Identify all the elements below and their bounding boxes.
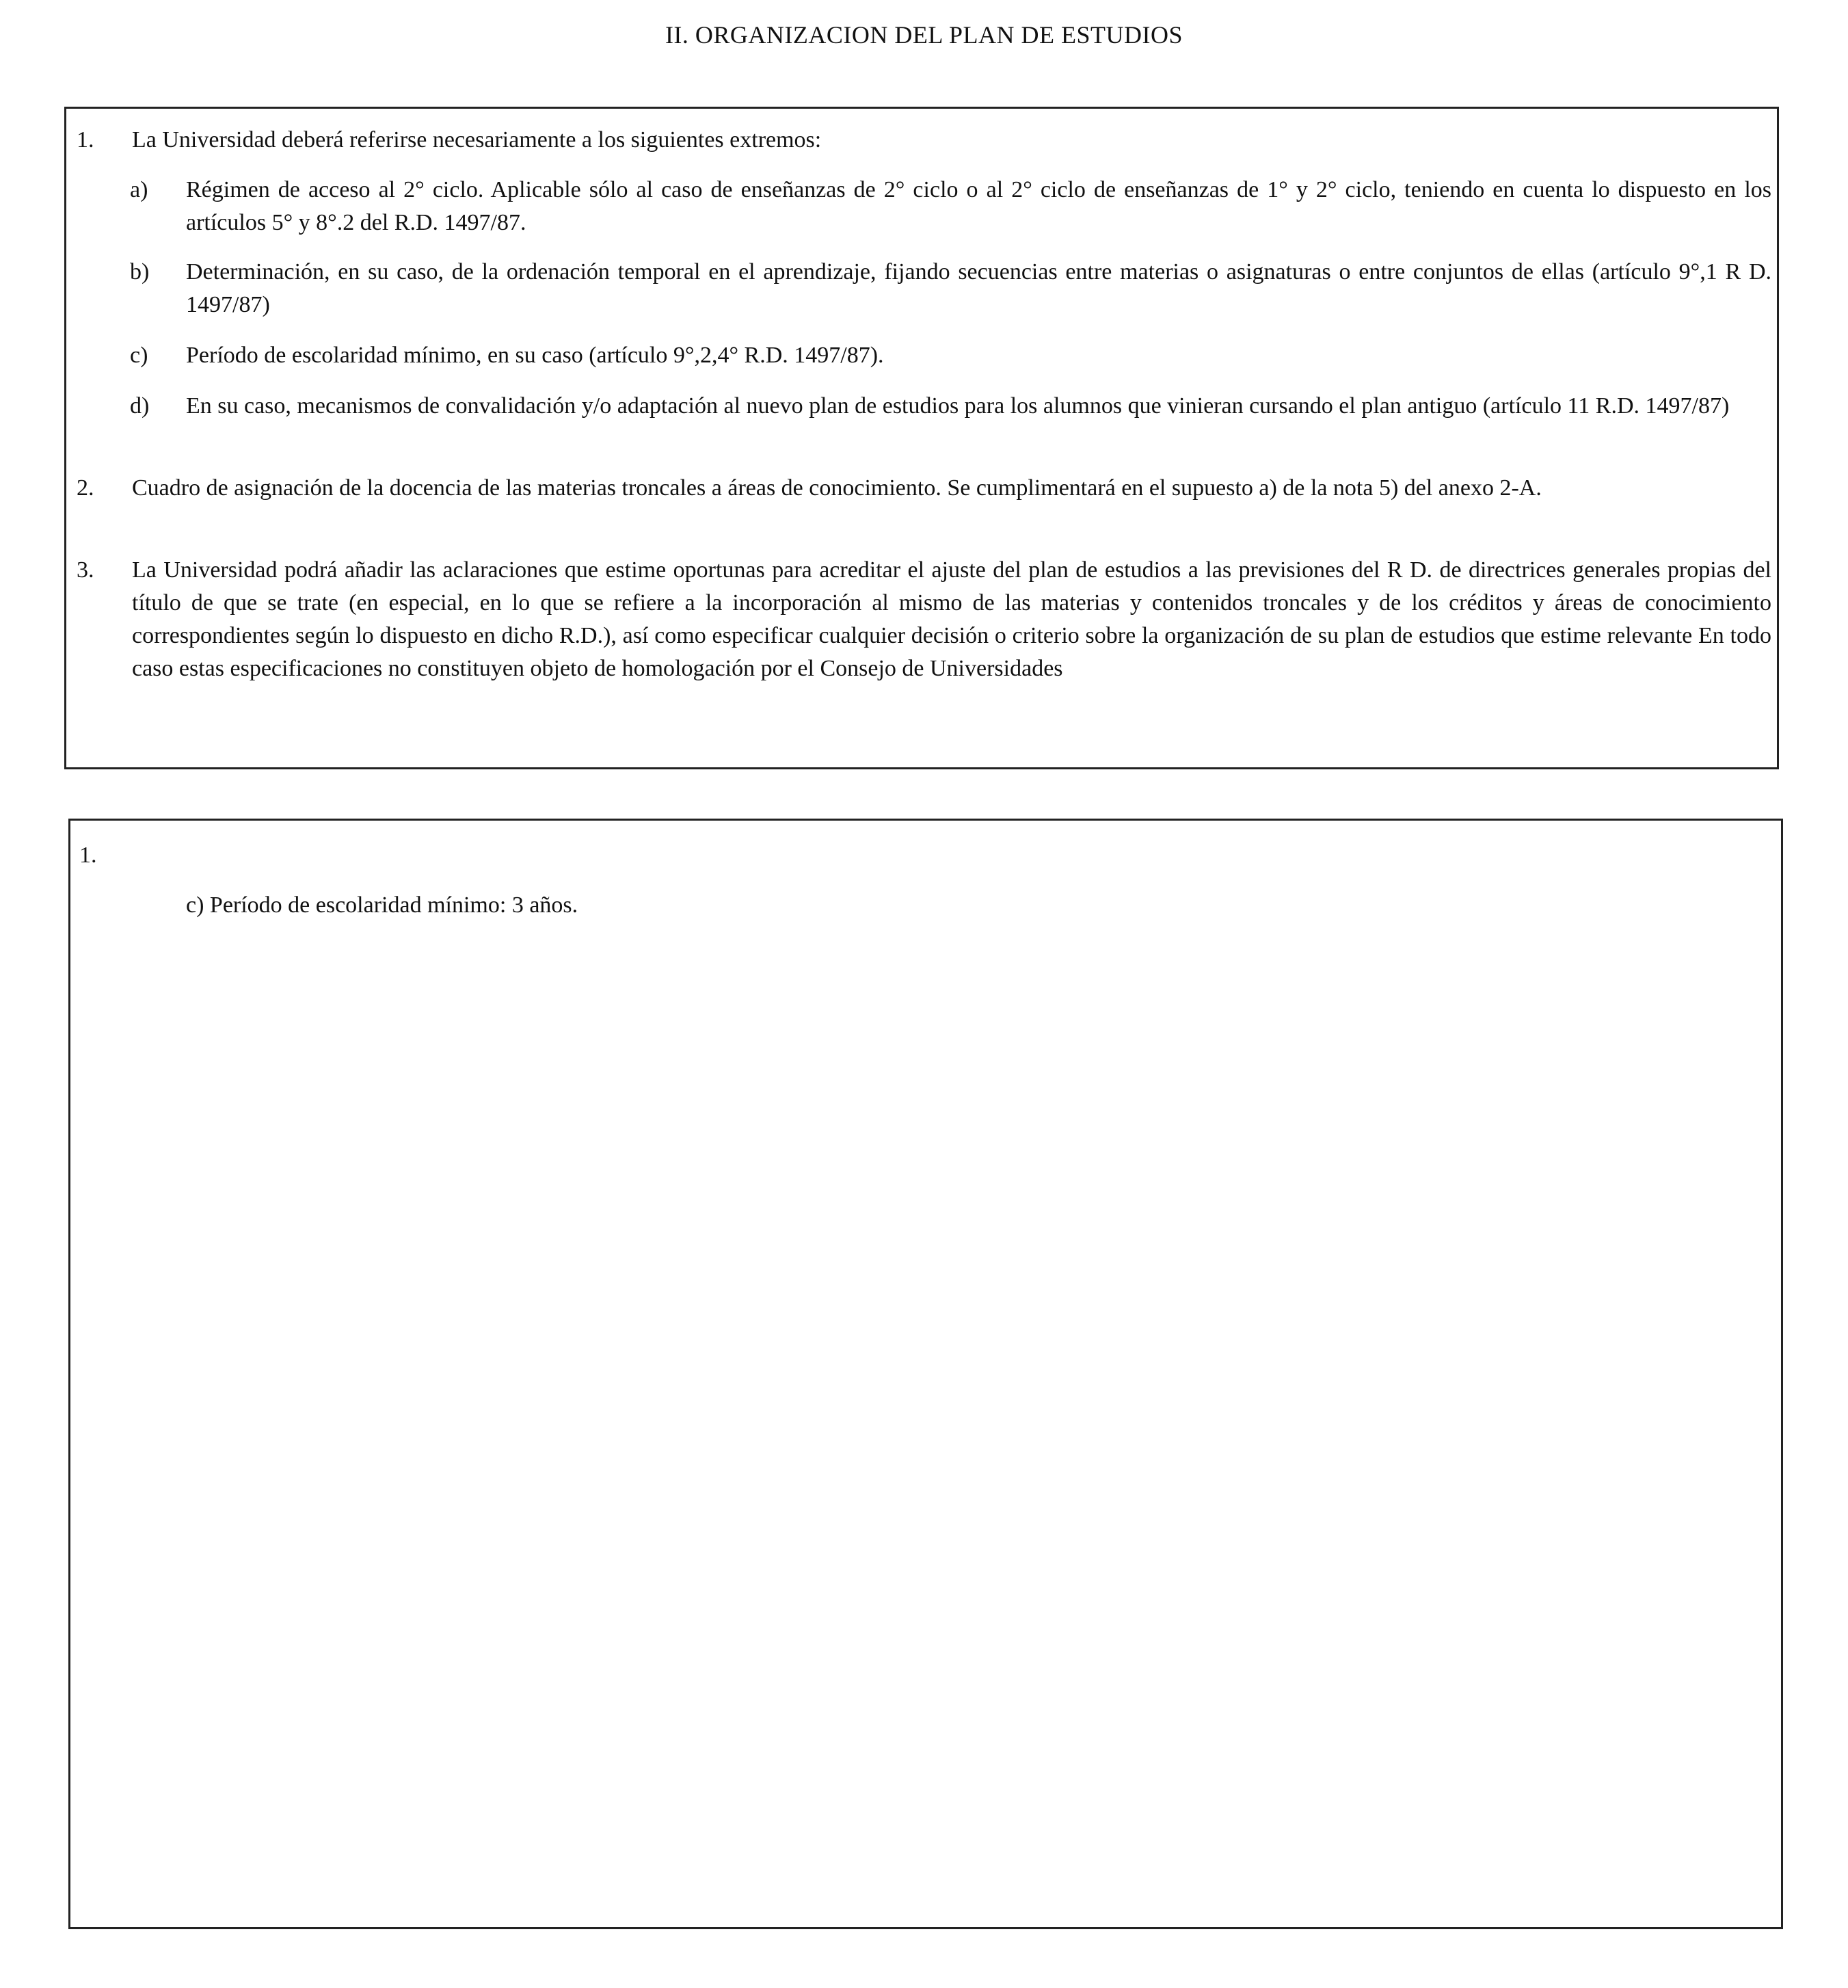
answer-number: 1. [79, 843, 97, 868]
item-3-number: 3. [77, 557, 94, 583]
page-title: II. ORGANIZACION DEL PLAN DE ESTUDIOS [665, 21, 1183, 49]
answer-text: c) Período de escolaridad mínimo: 3 años. [186, 892, 578, 918]
item-3-text: La Universidad podrá añadir las aclaraciones que estime oportunas para acreditar el ajuste del plan de estudios a las previsiones del R D. de directrices generales propias del título de que se trate (en especial, en lo que se refiere a la incorporación al mismo de las materias y contenidos troncales y de los créditos y áreas de conocimiento correspondientes según lo dispuesto en dicho R.D.), así como especificar cualquier decisión o criterio sobre la organización de su plan de estudios que estime relevante En todo caso estas especificaciones no constituyen objeto de homologación por el Consejo de Universidades [132, 557, 1771, 681]
item-2-text: Cuadro de asignación de la docencia de las materias troncales a áreas de conocimiento. Se cumplimentará en el supuesto a) de la nota 5) del anexo 2-A. [132, 475, 1542, 501]
sub-item-d-letter: d) [130, 393, 150, 419]
sub-item-d-text: En su caso, mecanismos de convalidación y/o adaptación al nuevo plan de estudios para los alumnos que vinieran cursando el plan antiguo (artículo 11 R.D. 1497/87) [186, 393, 1730, 419]
sub-item-c-letter: c) [130, 343, 148, 368]
sub-item-b-text: Determinación, en su caso, de la ordenación temporal en el aprendizaje, fijando secuencias entre materias o asignaturas o entre conjuntos de ellas (artículo 9°,1 R D. 1497/87) [186, 259, 1771, 317]
sub-item-a-letter: a) [130, 177, 148, 202]
sub-item-b-letter: b) [130, 259, 150, 284]
sub-item-c-text: Período de escolaridad mínimo, en su caso (artículo 9°,2,4° R.D. 1497/87). [186, 343, 884, 368]
item-1-number: 1. [77, 127, 94, 153]
answer-box [68, 819, 1783, 1929]
item-2-number: 2. [77, 475, 94, 501]
sub-item-a-text: Régimen de acceso al 2° ciclo. Aplicable sólo al caso de enseñanzas de 2° ciclo o al 2° ciclo de enseñanzas de 1° y 2° ciclo, teniendo en cuenta lo dispuesto en los artículos 5° y 8°.2 del R.D. 1497/87. [186, 177, 1771, 235]
item-1-text: La Universidad deberá referirse necesariamente a los siguientes extremos: [132, 127, 822, 153]
